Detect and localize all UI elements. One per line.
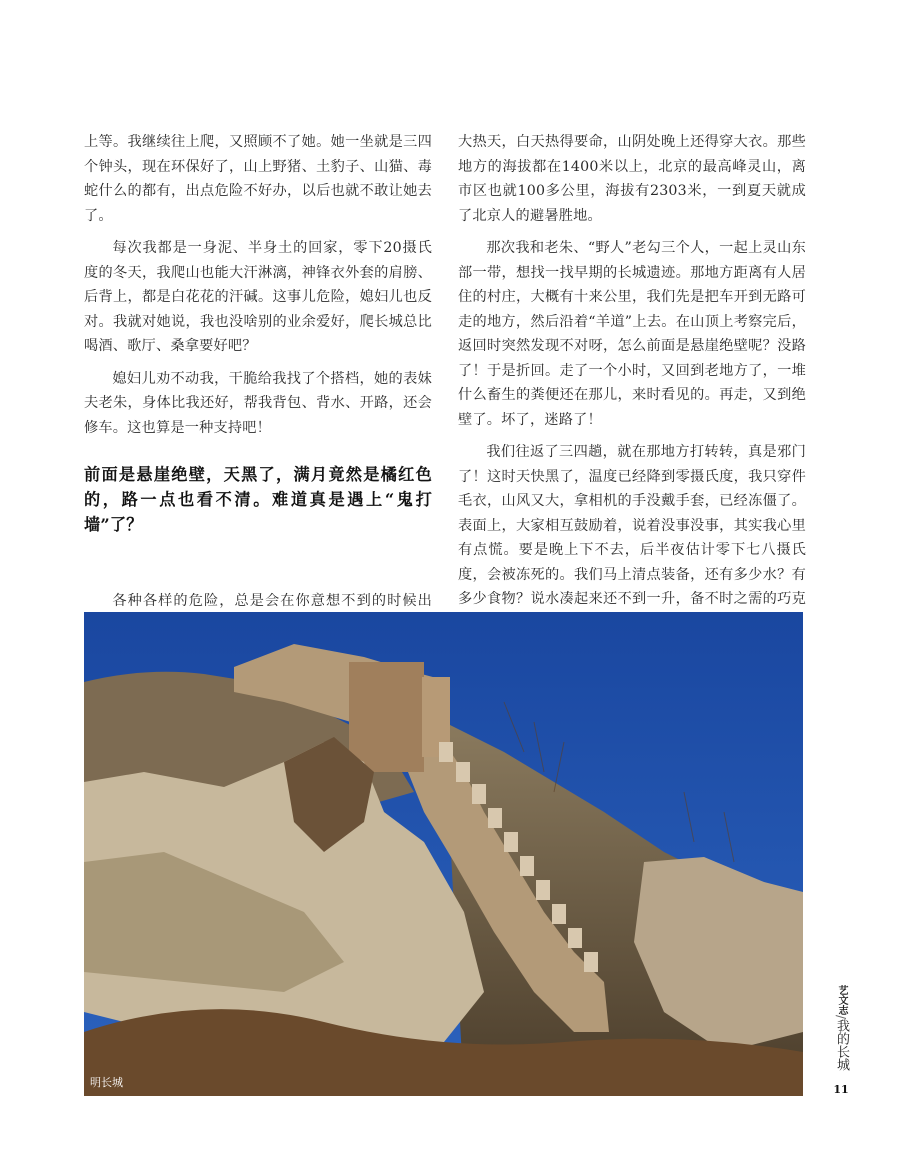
magazine-name: 艺文志 — [836, 985, 847, 1015]
paragraph: 那次我和老朱、“野人”老勾三个人，一起上灵山东部一带，想找一找早期的长城遗迹。那地方距离有人居住的村庄，大概有十来公里，我们先是把车开到无路可走的地方，然后沿着“羊道”上去。在山顶上考察完后，返回时突然发现不对呀，怎么前面是悬崖绝壁呢？没路了！于是折回。走了一个小时，又回到老地方了，一堆什么畜生的粪便还在那儿，来时看见的。再走，又到绝壁了。坏了，迷路了！ — [458, 240, 806, 428]
section-label — [832, 985, 850, 1071]
page-number: 11 — [833, 1083, 849, 1096]
photo-caption: 明长城 — [90, 1076, 123, 1089]
paragraph: 我们往返了三四趟，就在那地方打转转，真是邪门了！这时天快黑了，温度已经降到零摄氏度，我只穿件毛衣，山风又大，拿相机的手没戴手套，已经冻僵了。表面上，大家相互鼓励着，说着没事没事，其实我心里有点慌。要是晚上下不去，后半夜估计零下七八摄氏度，会被冻死的。我们马上清点装备，还有多少水？有多少食物？说水凑起来还不到一升，备不时之需的巧克 — [458, 444, 806, 607]
section-name: 我的长城 — [834, 1019, 849, 1072]
watch-tower — [349, 662, 424, 772]
paragraph: 每次我都是一身泥、半身土的回家，零下20摄氏度的冬天，我爬山也能大汗淋漓，神锋衣外套的肩膀、后背上，都是白花花的汗碱。这事儿危险，媳妇儿也反对。我就对她说，我也没啥别的业余爱好，爬长城总比喝酒、歌厅、桑拿要好吧？ — [84, 240, 432, 354]
paragraph: 各种各样的危险，总是会在你意想不到的时候出 — [112, 593, 432, 609]
right-column — [458, 130, 806, 644]
paragraph: 大热天，白天热得要命，山阴处晚上还得穿大衣。那些地方的海拔都在1400米以上，北京的最高峰灵山，离市区也就100多公里，海拔有2303米，一到夏天就成了北京人的避暑胜地。 — [458, 134, 806, 224]
separator: / — [834, 1015, 848, 1020]
paragraph: 媳妇儿劝不动我，干脆给我找了个搭档，她的表妹夫老朱，身体比我还好，帮我背包、背水、开路，还会修车。这也算是一种支持吧！ — [84, 370, 432, 436]
great-wall-illustration — [84, 612, 803, 1096]
paragraph: 上等。我继续往上爬，又照顾不了她。她一坐就是三四个钟头，现在环保好了，山上野猪、土豹子、山猫、毒蛇什么的都有，出点危险不好办，以后也就不敢让她去了。 — [84, 134, 432, 224]
great-wall-photo — [84, 612, 803, 1096]
pull-quote: 前面是悬崖绝壁，天黑了，满月竟然是橘红色的，路一点也看不清。难道真是遇上“鬼打墙”了？ — [84, 465, 432, 534]
